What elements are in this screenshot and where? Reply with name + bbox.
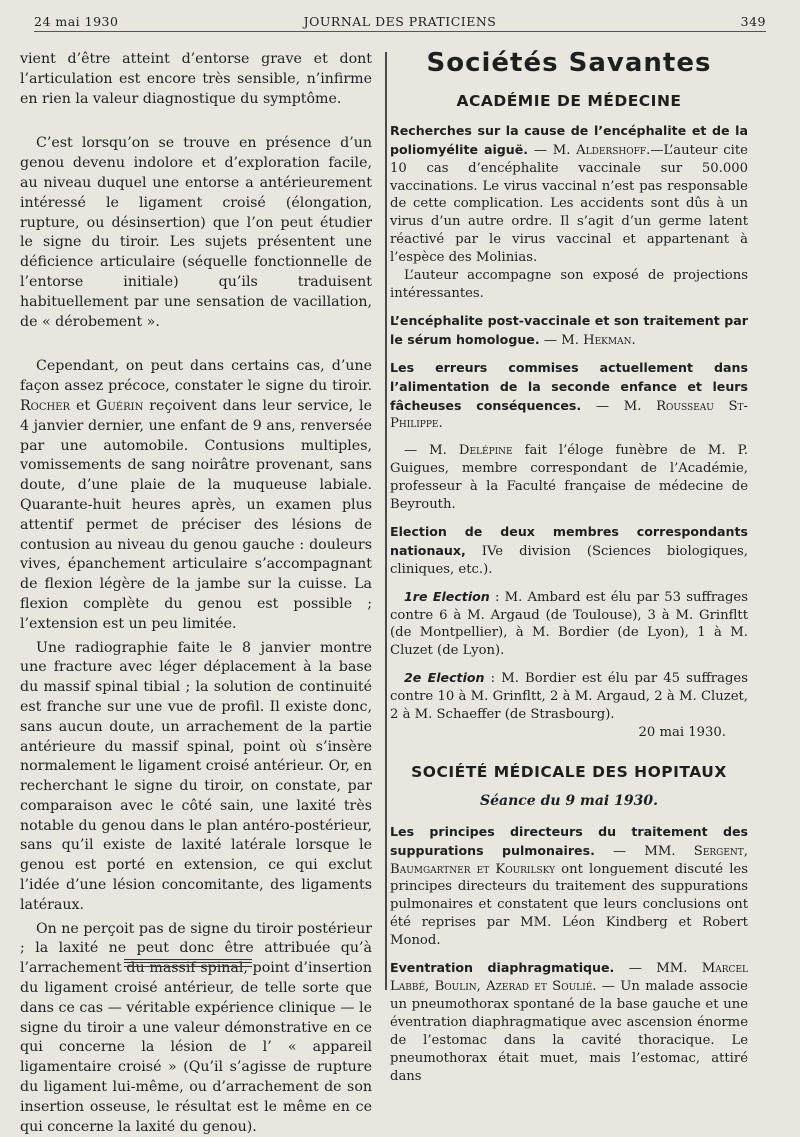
header-journal-title: JOURNAL DES PRATICIENS (303, 14, 497, 29)
election-label: 2e Election (404, 670, 485, 686)
academie-entry-5 (390, 523, 748, 579)
entry-title: L’encéphalite post-vaccinale et son traitement par le sérum homologue. (390, 312, 748, 347)
entry-text: — Un malade associe un pneumothorax spontané de la base gauche et une éventration diaphragmatique avec ascension énorme de l’estomac dans la cavité thoracique. Le pneumothorax était muet, mais l’estomac, attiré dans (390, 978, 748, 1084)
running-header (34, 11, 766, 32)
left-paragraph-1: vient d’être atteint d’entorse grave et dont l’articulation est encore très sensible, n’infirme en rien la valeur diagnostique du symptôme. (20, 51, 372, 107)
entry-text: IVe division (Sciences biologiques, cliniques, etc.). (390, 543, 748, 577)
section-title: Sociétés Savantes (426, 48, 712, 78)
left-paragraph-3 (20, 357, 372, 634)
election-label: 1re Election (404, 588, 490, 604)
academie-election-1 (390, 588, 748, 661)
entry-title: Les erreurs commises actuellement dans l’alimentation de la seconde enfance et leurs fâcheuses conséquences. (390, 359, 748, 413)
left-column (20, 50, 372, 1137)
academie-entry-2 (390, 312, 748, 350)
entry-text: —L’auteur cite 10 cas d’encéphalite vaccinale sur 50.000 vaccinations. Le virus vaccinal n’est pas responsable de cette complication. Les accidents sont dûs à un virus d’un autre ordre. Il s’agit d’un germe latent réactivé par le virus vaccinal et appartenant à l’espèce des Molinias. (390, 142, 748, 266)
academie-date: 20 mai 1930. (638, 725, 726, 740)
column-divider (385, 52, 387, 990)
entry-title: Les principes directeurs du traitement des suppurations pulmonaires. (390, 823, 748, 858)
entry-dash: — M. (581, 398, 657, 414)
left-paragraph-2: C’est lorsqu’on se trouve en présence d’un genou devenu indolore et d’exploration facile, au niveau duquel une entorse a antérieurement intéressé le ligament croisé (élongation, rupture, ou désinsertion) que l’on peut étudier le signe du tiroir. Les sujets présentent une déficience articulaire (séquelle fonctionnelle de l’entorse initiale) qu’ils traduisent habituellement par une sensation de vacillation, de « dérobement ». (20, 135, 372, 330)
header-page-number: 349 (740, 14, 766, 29)
entry-dash: — MM. (614, 961, 702, 977)
entry-dash: — MM. (594, 843, 694, 859)
entry-author: Rousseau St-Philippe. (390, 398, 749, 432)
p3-start: Cependant, on peut dans certains cas, d’une façon assez précoce, constater le signe du tiroir. (20, 358, 372, 395)
entry-dash: — M. (539, 332, 584, 348)
entry-dash: — M. (528, 142, 577, 158)
societe-entry-2 (390, 959, 748, 1085)
academie-title: ACADÉMIE DE MÉDECINE (456, 91, 682, 110)
right-column (390, 48, 749, 1085)
p3-et: et (76, 397, 91, 414)
election-text: : M. Bordier est élu par 45 suffrages contre 10 à M. Grinfltt, 2 à M. Argaud, 2 à M. Cluzet, 2 à M. Schaeffer (de Strasbourg). (390, 671, 748, 723)
societe-entry-1 (390, 823, 748, 950)
entry-author: Delépine (458, 443, 513, 459)
entry-authors: Sergent, Baumgartner et Kourilsky (390, 843, 748, 877)
entry-text: ont longuement discuté les principes directeurs du traitement des suppurations pulmonaires et constatent que leurs conclusions ont été reprises par MM. Léon Kindberg et Robert Monod. (390, 861, 748, 949)
entry-author: Aldershoff. (576, 142, 651, 158)
entry-text: fait l’éloge funèbre de M. P. Guigues, membre correspondant de l’Académie, professeur à la Faculté française de médecine de Beyrouth. (390, 443, 748, 513)
academie-entry-1-cont: L’auteur accompagne son exposé de projections intéressantes. (390, 268, 748, 301)
left-paragraph-5: On ne perçoit pas de signe du tiroir postérieur ; la laxité ne peut donc être attribuée qu’à l’arrachement du massif spinal, point d’insertion du ligament croisé antérieur, de telle sorte que dans ce cas — véritable expérience clinique — le signe du tiroir a une valeur démonstrative en ce qui concerne la lésion de l’ « appareil ligamentaire croisé » (Qu’il s’agisse de rupture du ligament lui-même, ou d’arrachement de son insertion osseuse, le résultat est le même en ce qui concerne la laxité du genou). (20, 920, 372, 1135)
author-guerin: Guérin (96, 397, 144, 414)
societe-title: SOCIÉTÉ MÉDICALE DES HOPITAUX (411, 762, 727, 781)
entry-title: Election de deux membres correspondants nationaux, (390, 523, 748, 558)
left-paragraph-4: Une radiographie faite le 8 janvier montre une fracture avec léger déplacement à la base du massif spinal tibial ; la solution de continuité est franche sur une vue de profil. Il existe donc, sans aucun doute, un arrachement de la partie antérieure du massif spinal, point où s’insère normalement le ligament croisé antérieur. Or, en recherchant le signe du tiroir, on constate, par comparaison avec le côté sain, une laxité très notable du genou dans le plan antéro-postérieur, sans qu’il existe de laxité latérale lorsque le genou est porté en extension, ce qui exclut l’idée d’une lésion concomitante, des ligaments latéraux. (20, 639, 372, 913)
societe-session: Séance du 9 mai 1930. (480, 792, 658, 809)
p3-rest: reçoivent dans leur service, le 4 janvier dernier, une enfant de 9 ans, renversée par une automobile. Contusions multiples, vomissements de sang noirâtre provenant, sans doute, d’une plaie de la muqueuse labiale. Quarante-huit heures après, un examen plus attentif permet de préciser des lésions de contusion au niveau du genou gauche : douleurs vives, épanchement articulaire s’accompagnant de flexion légère de la jambe sur la cuisse. La flexion complète du genou est possible ; l’extension est un peu limitée. (20, 397, 372, 632)
entry-title: Recherches sur la cause de l’encéphalite et de la poliomyélite aiguë. (390, 122, 748, 157)
header-date: 24 mai 1930 (34, 14, 119, 29)
academie-entry-1 (390, 122, 748, 267)
academie-entry-3 (390, 359, 748, 434)
election-text: : M. Ambard est élu par 53 suffrages contre 6 à M. Argaud (de Toulouse), 3 à M. Grinfltt (de Montpellier), à M. Bordier (de Lyon), 1 à M. Cluzet (de Lyon). (390, 589, 749, 659)
academie-entry-4 (390, 442, 748, 514)
entry-dash: — M. (404, 443, 459, 459)
entry-title: Eventration diaphragmatique. (390, 960, 615, 976)
entry-author: Hekman. (583, 332, 636, 348)
academie-election-2 (390, 669, 748, 724)
article-end-rule (124, 959, 252, 967)
author-rocher: Rocher (20, 397, 71, 414)
entry-authors: Marcel Labbé, Boulin, Azerad et Soulié. (390, 961, 748, 994)
